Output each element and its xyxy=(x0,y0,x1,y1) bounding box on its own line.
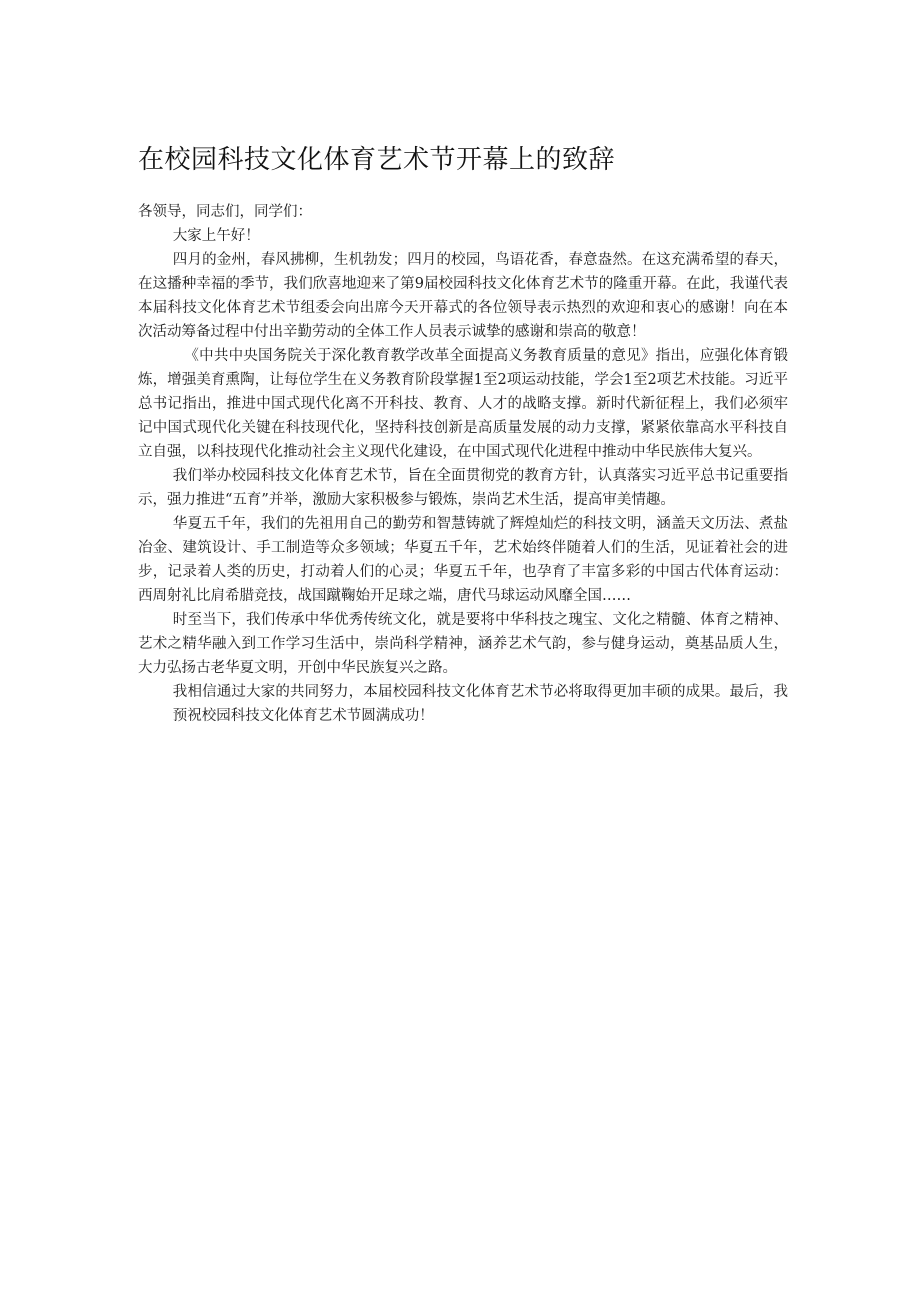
document-title: 在校园科技文化体育艺术节开幕上的致辞 xyxy=(138,145,616,175)
paragraph-present: 时至当下，我们传承中华优秀传统文化，就是要将中华科技之瑰宝、文化之精髓、体育之精神、艺术之精华融入到工作学习生活中，崇尚科学精神，涵养艺术气韵，参与健身运动，奠基品质人生，大力弘扬古老华夏文明，开创中华民族复兴之路。 xyxy=(138,612,788,676)
document-page xyxy=(138,140,788,728)
paragraph-purpose: 我们举办校园科技文化体育艺术节，旨在全面贯彻党的教育方针，认真落实习近平总书记重要指示，强力推进“五育”并举，激励大家积极参与锻炼，崇尚艺术生活，提高审美情趣。 xyxy=(138,468,788,508)
paragraph-closing: 我相信通过大家的共同努力，本届校园科技文化体育艺术节必将取得更加丰硕的成果。最后，我预祝校园科技文化体育艺术节圆满成功！ xyxy=(172,684,788,724)
salutation: 各领导，同志们，同学们： xyxy=(138,204,312,220)
paragraph-greeting: 大家上午好！ xyxy=(172,228,260,244)
paragraph-history: 华夏五千年，我们的先祖用自己的勤劳和智慧铸就了辉煌灿烂的科技文明，涵盖天文历法、煮盐冶金、建筑设计、手工制造等众多领域；华夏五千年，艺术始终伴随着人们的生活，见证着社会的进步，记录着人类的历史，打动着人们的心灵；华夏五千年，也孕育了丰富多彩的中国古代体育运动：西周射礼比肩希腊竞技，战国蹴鞠始开足球之端，唐代马球运动风靡全国…… xyxy=(138,516,788,604)
paragraph-opening: 四月的金州，春风拂柳，生机勃发；四月的校园，鸟语花香，春意盎然。在这充满希望的春天，在这播种幸福的季节，我们欣喜地迎来了第9届校园科技文化体育艺术节的隆重开幕。在此，我谨代表本届科技文化体育艺术节组委会向出席今天开幕式的各位领导表示热烈的欢迎和衷心的感谢！向在本次活动筹备过程中付出辛勤劳动的全体工作人员表示诚挚的感谢和崇高的敬意！ xyxy=(138,252,788,340)
paragraph-policy: 《中共中央国务院关于深化教育教学改革全面提高义务教育质量的意见》指出，应强化体育锻炼，增强美育熏陶，让每位学生在义务教育阶段掌握1至2项运动技能，学会1至2项艺术技能。习近平总书记指出，推进中国式现代化离不开科技、教育、人才的战略支撑。新时代新征程上，我们必须牢记中国式现代化关键在科技现代化，坚持科技创新是高质量发展的动力支撑，紧紧依靠高水平科技自立自强，以科技现代化推动社会主义现代化建设，在中国式现代化进程中推动中华民族伟大复兴。 xyxy=(138,348,788,460)
